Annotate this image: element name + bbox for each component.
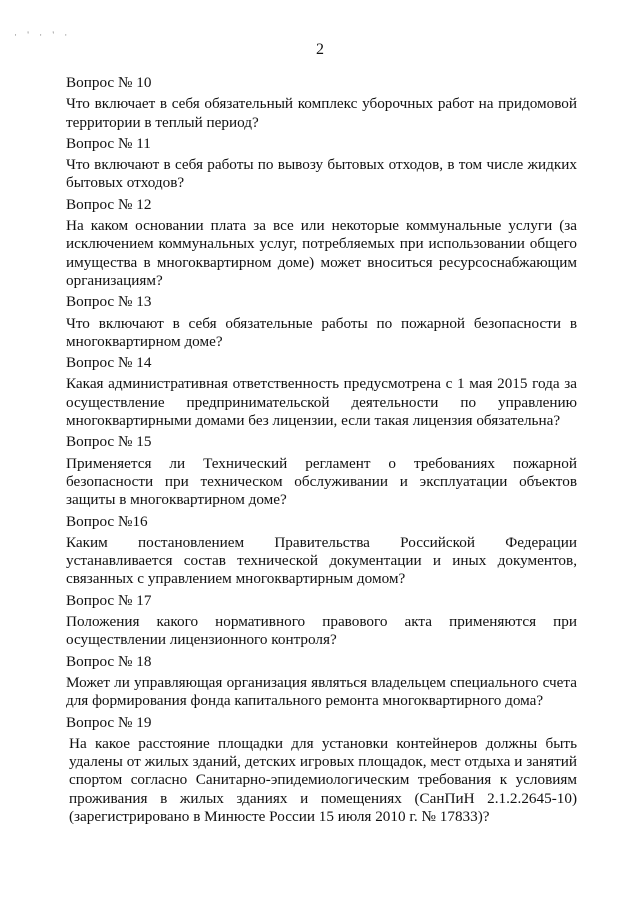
question-heading: Вопрос №16 (66, 512, 148, 530)
question-11 (66, 135, 577, 193)
question-heading: Вопрос № 13 (66, 293, 152, 311)
question-heading: Вопрос № 17 (66, 591, 152, 609)
question-12 (66, 196, 577, 290)
question-text: Какая административная ответственность предусмотрена с 1 мая 2015 года за осуществление предпринимательской деятельности по управлению многоквартирными домами без лицензии, если такая лицензия обязательна? (66, 375, 577, 430)
question-text: Что включают в себя обязательные работы по пожарной безопасности в многоквартирном доме? (66, 314, 577, 350)
question-16 (66, 513, 577, 589)
question-text: Может ли управляющая организация являться владельцем специального счета для формирования фонда капитального ремонта многоквартирного дома? (66, 673, 577, 710)
question-text: Что включает в себя обязательный комплекс уборочных работ на придомовой территории в теплый период? (66, 95, 577, 131)
question-heading: Вопрос № 15 (66, 433, 152, 451)
question-heading: Вопрос № 12 (66, 195, 152, 213)
question-text: Применяется ли Технический регламент о требованиях пожарной безопасности при техническом обслуживании и эксплуатации объектов защиты в многоквартирном доме? (66, 454, 577, 509)
question-19 (66, 714, 577, 827)
question-heading: Вопрос № 14 (66, 354, 152, 372)
question-heading: Вопрос № 11 (66, 134, 151, 152)
question-heading: Вопрос № 10 (66, 74, 152, 91)
scan-artifact-marks: · ' · ' · (14, 30, 72, 40)
question-heading: Вопрос № 18 (66, 652, 152, 670)
question-text: Что включают в себя работы по вывозу бытовых отходов, в том числе жидких бытовых отходов? (66, 156, 577, 192)
questions-list (66, 74, 577, 829)
question-text: Каким постановлением Правительства Российской Федерации устанавливается состав технической документации и иных документов, связанных с управлением многоквартирным домом? (66, 533, 577, 588)
question-15 (66, 433, 577, 509)
question-10 (66, 74, 577, 132)
question-14 (66, 354, 577, 430)
page-number: 2 (316, 41, 324, 58)
question-13 (66, 293, 577, 351)
question-18 (66, 653, 577, 711)
question-text: На каком основании плата за все или некоторые коммунальные услуги (за исключением коммунальных услуг, потребляемых при использовании общего имущества в многоквартирном доме) может вноситься ресурсоснабжающим организациям? (66, 217, 577, 289)
question-text: На какое расстояние площадки для установки контейнеров должны быть удалены от жилых зданий, детских игровых площадок, мест отдыха и занятий спортом согласно Санитарно-эпидемиологическим требования к условиям проживания в жилых зданиях и помещениях (СанПиН 2.1.2.2645-10) (зарегистрировано в Минюсте России 15 июля 2010 г. № 17833)? (69, 734, 577, 825)
question-heading: Вопрос № 19 (66, 713, 152, 731)
question-17 (66, 592, 577, 650)
question-text: Положения какого нормативного правового акта применяются при осуществлении лицензионного контроля? (66, 613, 577, 649)
